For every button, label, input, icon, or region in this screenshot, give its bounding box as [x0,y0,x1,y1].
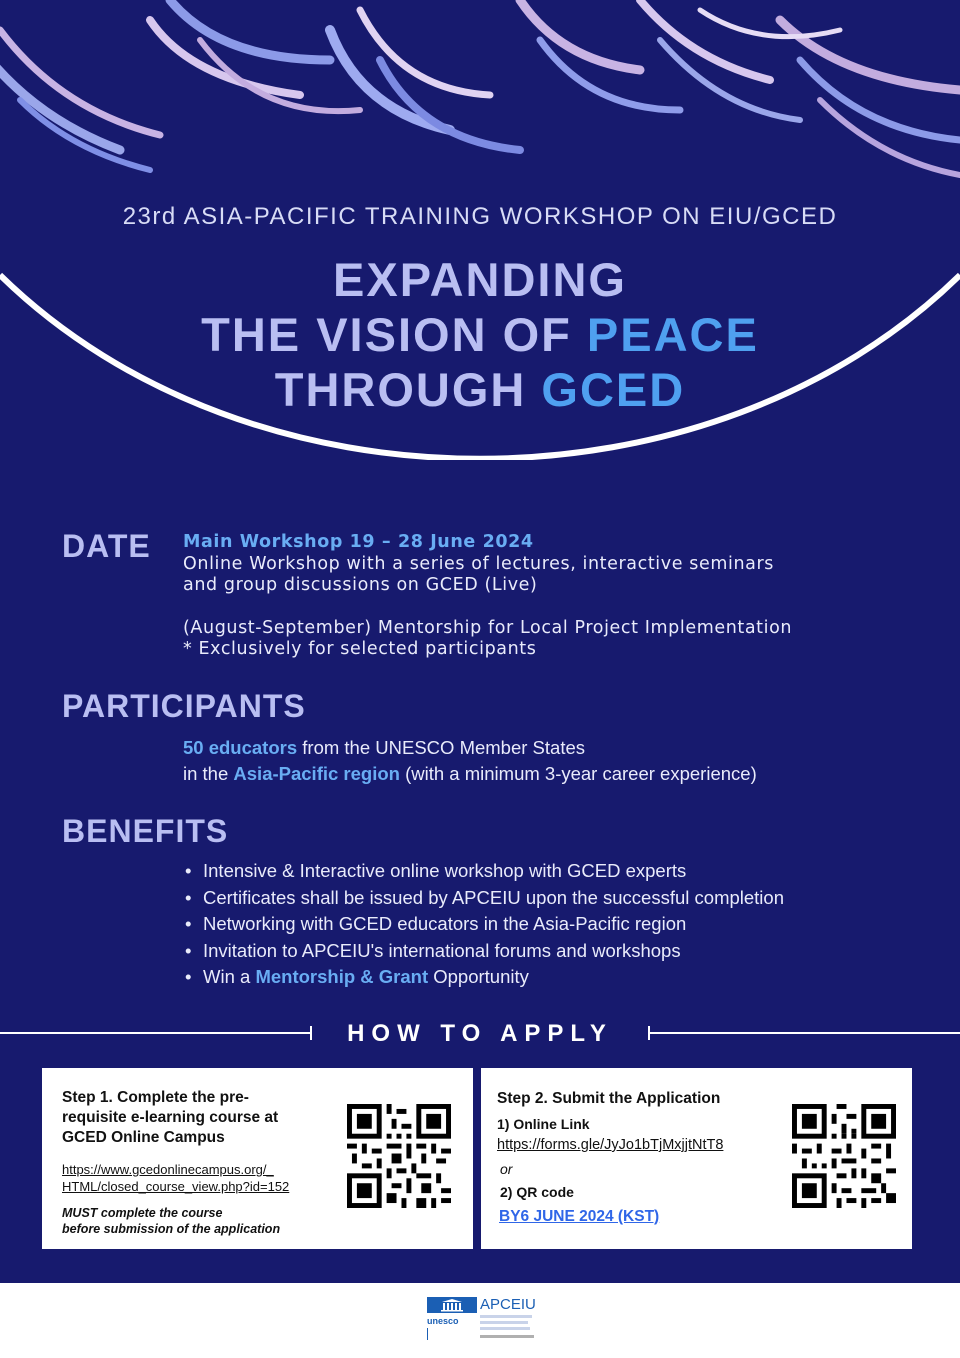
benefit-text: Networking with GCED educators in the Asia-Pacific region [203,913,687,935]
step2-card [481,1068,912,1249]
online-link-label: 1) Online Link [497,1116,590,1132]
benefit-text: Win a [203,966,256,988]
benefits-list [185,858,945,991]
date-details [183,532,943,661]
benefit-text: Intensive & Interactive online workshop with GCED experts [203,860,687,881]
participants-heading: PARTICIPANTS [62,688,306,724]
application-link[interactable]: https://forms.gle/JyJo1bTjMxjjtNtT8 [497,1137,724,1153]
how-to-apply-divider [0,1018,960,1050]
participants-text-2: in the [183,763,234,784]
step1-title-2: requisite e-learning course at [62,1109,279,1126]
date-line-2: and group discussions on GCED (Live) [183,575,538,595]
title-line-3-text: THROUGH [274,363,542,416]
list-item: • Certificates shall be issued by APCEIU upon the successful completion [185,886,784,908]
application-deadline: BY6 JUNE 2024 (KST) [499,1208,660,1225]
step1-qr-code-icon[interactable] [347,1104,451,1208]
step1-title-3: GCED Online Campus [62,1129,225,1146]
step1-link-line-1[interactable]: https://www.gcedonlinecampus.org/_ [62,1162,274,1177]
title-line-2-text: THE VISION OF [201,308,587,361]
benefit-text: Certificates shall be issued by APCEIU upon the successful completion [203,886,784,908]
participants-region: Asia-Pacific region [233,763,400,784]
title-highlight-peace: PEACE [586,308,759,361]
step2-title: Step 2. Submit the Application [497,1090,721,1107]
participants-line-1 [183,735,943,761]
date-line-1: Online Workshop with a series of lectures, interactive seminars [183,553,774,574]
title-line-3 [0,362,960,417]
benefit-text: Invitation to APCEIU's international forums and workshops [203,939,681,961]
unesco-wordmark: unesco [427,1316,459,1326]
list-item: • Networking with GCED educators in the Asia-Pacific region [185,913,687,935]
qr-code-label: 2) QR code [500,1184,574,1200]
title-line-1: EXPANDING [333,253,627,306]
page-title [0,252,960,417]
participants-line-2 [183,761,943,787]
title-highlight-gced: GCED [541,363,686,416]
participants-details [183,735,943,787]
date-line-4: * Exclusively for selected participants [183,639,537,659]
benefits-heading: BENEFITS [62,813,229,849]
apceiu-logo: APCEIU [480,1296,536,1313]
list-item: • Invitation to APCEIU's international forums and workshops [185,939,681,961]
step1-note-2: before submission of the application [62,1222,281,1236]
benefit-highlight: Mentorship & Grant [255,966,429,988]
participants-text-3: (with a minimum 3-year career experience) [399,763,757,784]
date-heading: DATE [62,528,151,564]
list-item: • Intensive & Interactive online workshop with GCED experts [185,860,687,881]
participants-text-1: from the UNESCO Member States [297,737,586,758]
step1-note-1: MUST complete the course [62,1206,223,1220]
step1-card [42,1068,473,1249]
step2-qr-code-icon[interactable] [792,1104,896,1208]
date-line-3: (August-September) Mentorship for Local Project Implementation [183,617,793,638]
title-line-2 [0,307,960,362]
how-to-apply-heading: HOW TO APPLY [347,1020,613,1047]
workshop-subtitle: 23rd ASIA-PACIFIC TRAINING WORKSHOP ON EIU/GCED [122,203,838,230]
participants-count: 50 educators [183,737,298,758]
footer [0,1283,960,1358]
step1-link[interactable] [62,1161,362,1195]
step1-link-line-2[interactable]: HTML/closed_course_view.php?id=152 [62,1179,290,1194]
step1-title-1: Step 1. Complete the pre- [62,1089,249,1106]
or-text: or [500,1161,513,1177]
benefit-text: Opportunity [428,966,529,988]
main-workshop-date: Main Workshop 19 – 28 June 2024 [183,532,534,552]
list-item: • Win a Mentorship & Grant Opportunity [185,966,529,988]
